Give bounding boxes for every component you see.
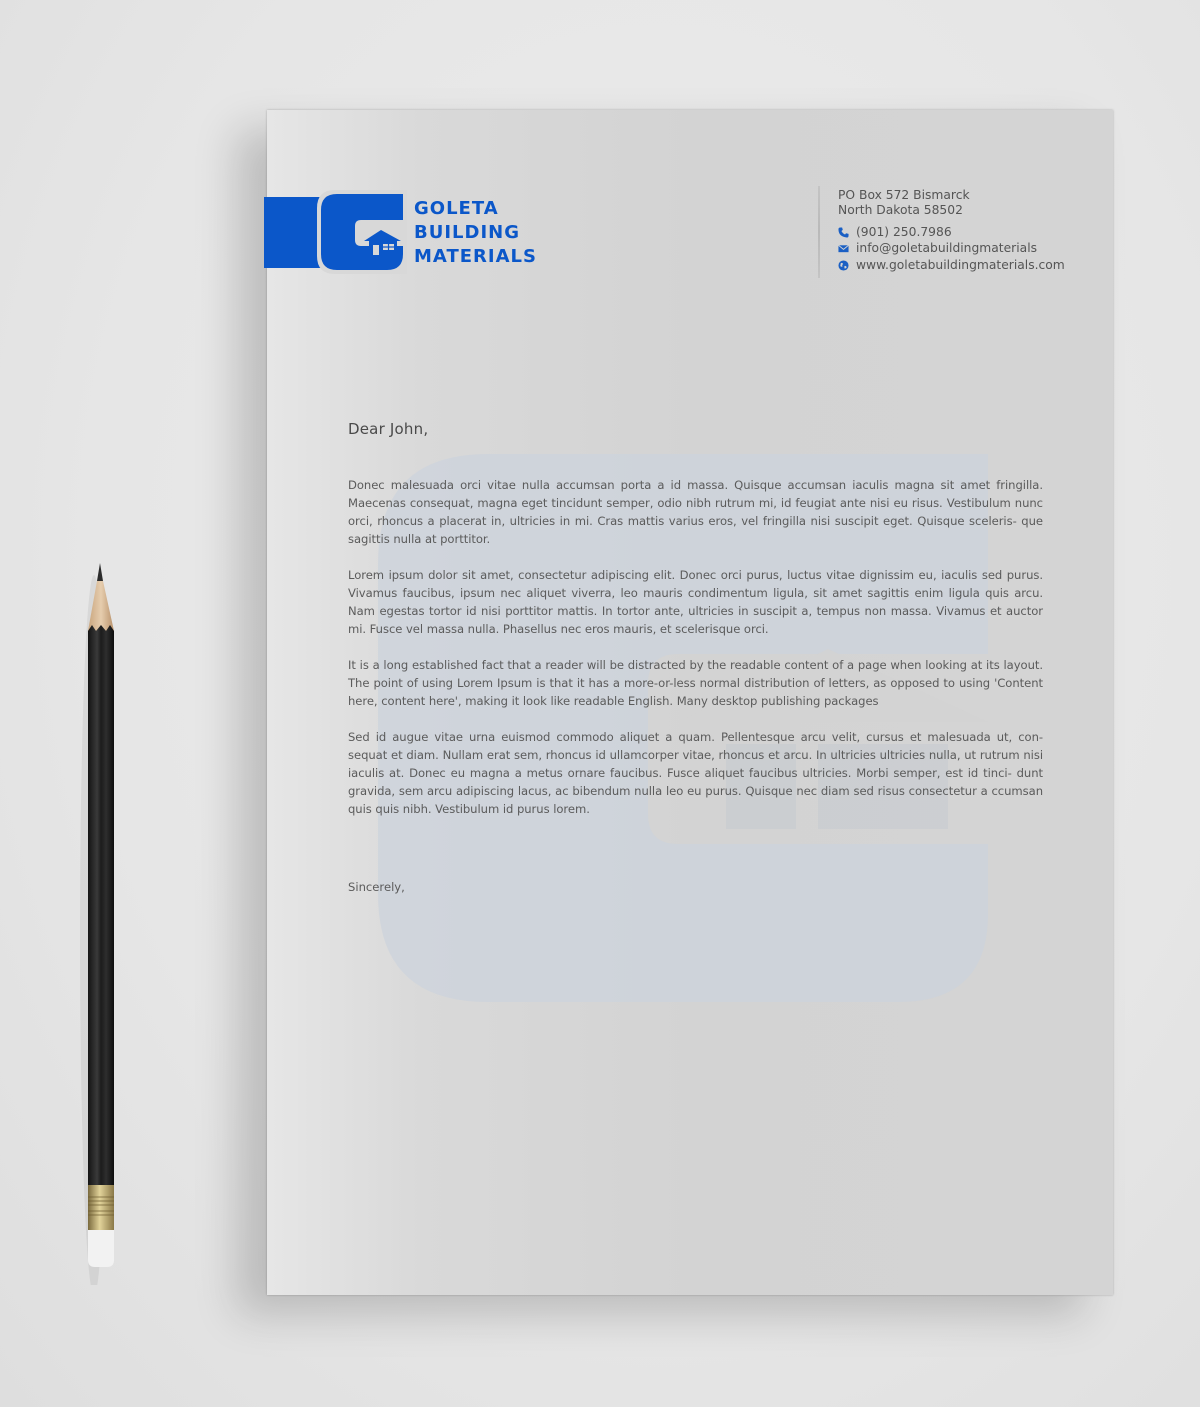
address-line: PO Box 572 Bismarck <box>838 188 970 202</box>
phone-row <box>838 224 1065 241</box>
address <box>838 188 1065 218</box>
phone-icon <box>838 227 849 238</box>
website-url[interactable]: www.goletabuildingmaterials.com <box>856 257 1065 272</box>
phone-number: (901) 250.7986 <box>856 224 952 239</box>
letter-body <box>348 420 1043 894</box>
paragraph: Lorem ipsum dolor sit amet, consectetur adipiscing elit. Donec orci purus, luctus vitae dignissim eu, iaculis sed purus. Vivamus faucibus, ipsum nec aliquet viverra, leo mauris condimentum ligula, sit amet sagittis enim ligula quis arcu. Nam egestas tortor id nisi porttitor mattis. In tortor ante, ultricies in suscipit a, tempus non massa. Vivamus et auctor mi. Fusce vel massa nulla. Phasellus nec eros mauris, et scelerisque orci. <box>348 568 1043 636</box>
greeting: Dear John, <box>348 420 429 438</box>
paragraph: Sed id augue vitae urna euismod commodo aliquet a quam. Pellentesque arcu velit, cursus et malesuada ut, con- sequat et diam. Nullam erat sem, rhoncus id ullamcorper vitae, rhoncus et arcu. In ultricies ultricies nulla, ut rutrum nisi iaculis at. Donec eu magna a metus ornare faucibus. Fusce aliquet faucibus ultricies. Morbi semper, est id tinci- dunt gravida, sem arcu adipiscing lacus, ac bibendum nulla leo eu purus. Quisque nec diam sed risus consectetur a ccumsan quis quis nibh. Vestibulum id purus lorem. <box>348 730 1043 816</box>
company-name <box>414 197 537 269</box>
email-row <box>838 241 1065 258</box>
company-name-line: GOLETA <box>414 198 499 219</box>
envelope-icon <box>838 243 849 254</box>
contact-divider <box>818 186 820 278</box>
address-line: North Dakota 58502 <box>838 203 963 217</box>
email-address[interactable]: info@goletabuildingmaterials <box>856 241 1038 256</box>
company-name-line: BUILDING <box>414 222 520 243</box>
closing: Sincerely, <box>348 880 405 894</box>
paragraph: It is a long established fact that a reader will be distracted by the readable content of a page when looking at its layout. The point of using Lorem Ipsum is that it has a more-or-less normal distribution of letters, as opposed to using 'Content here, content here', making it look like readable English. Many desktop publishing packages <box>348 658 1043 708</box>
company-name-line: MATERIALS <box>414 246 537 267</box>
letterhead-sheet <box>267 110 1113 1295</box>
company-logo-icon <box>317 190 407 274</box>
pencil-icon <box>76 555 126 1285</box>
paragraph: Donec malesuada orci vitae nulla accumsan porta a id massa. Quisque accumsan iaculis magna sit amet fringilla. Maecenas consequat, magna eget tincidunt semper, odio nibh rutrum mi, id feugiat ante nisi eu risus. Vestibulum nunc orci, rhoncus a placerat in, ultricies in mi. Cras mattis varius eros, vel fringilla nisi suscipit eget. Quisque sceleris- que sagittis nulla at porttitor. <box>348 478 1043 546</box>
contact-block <box>838 188 1065 274</box>
website-row <box>838 257 1065 274</box>
globe-icon <box>838 260 849 271</box>
